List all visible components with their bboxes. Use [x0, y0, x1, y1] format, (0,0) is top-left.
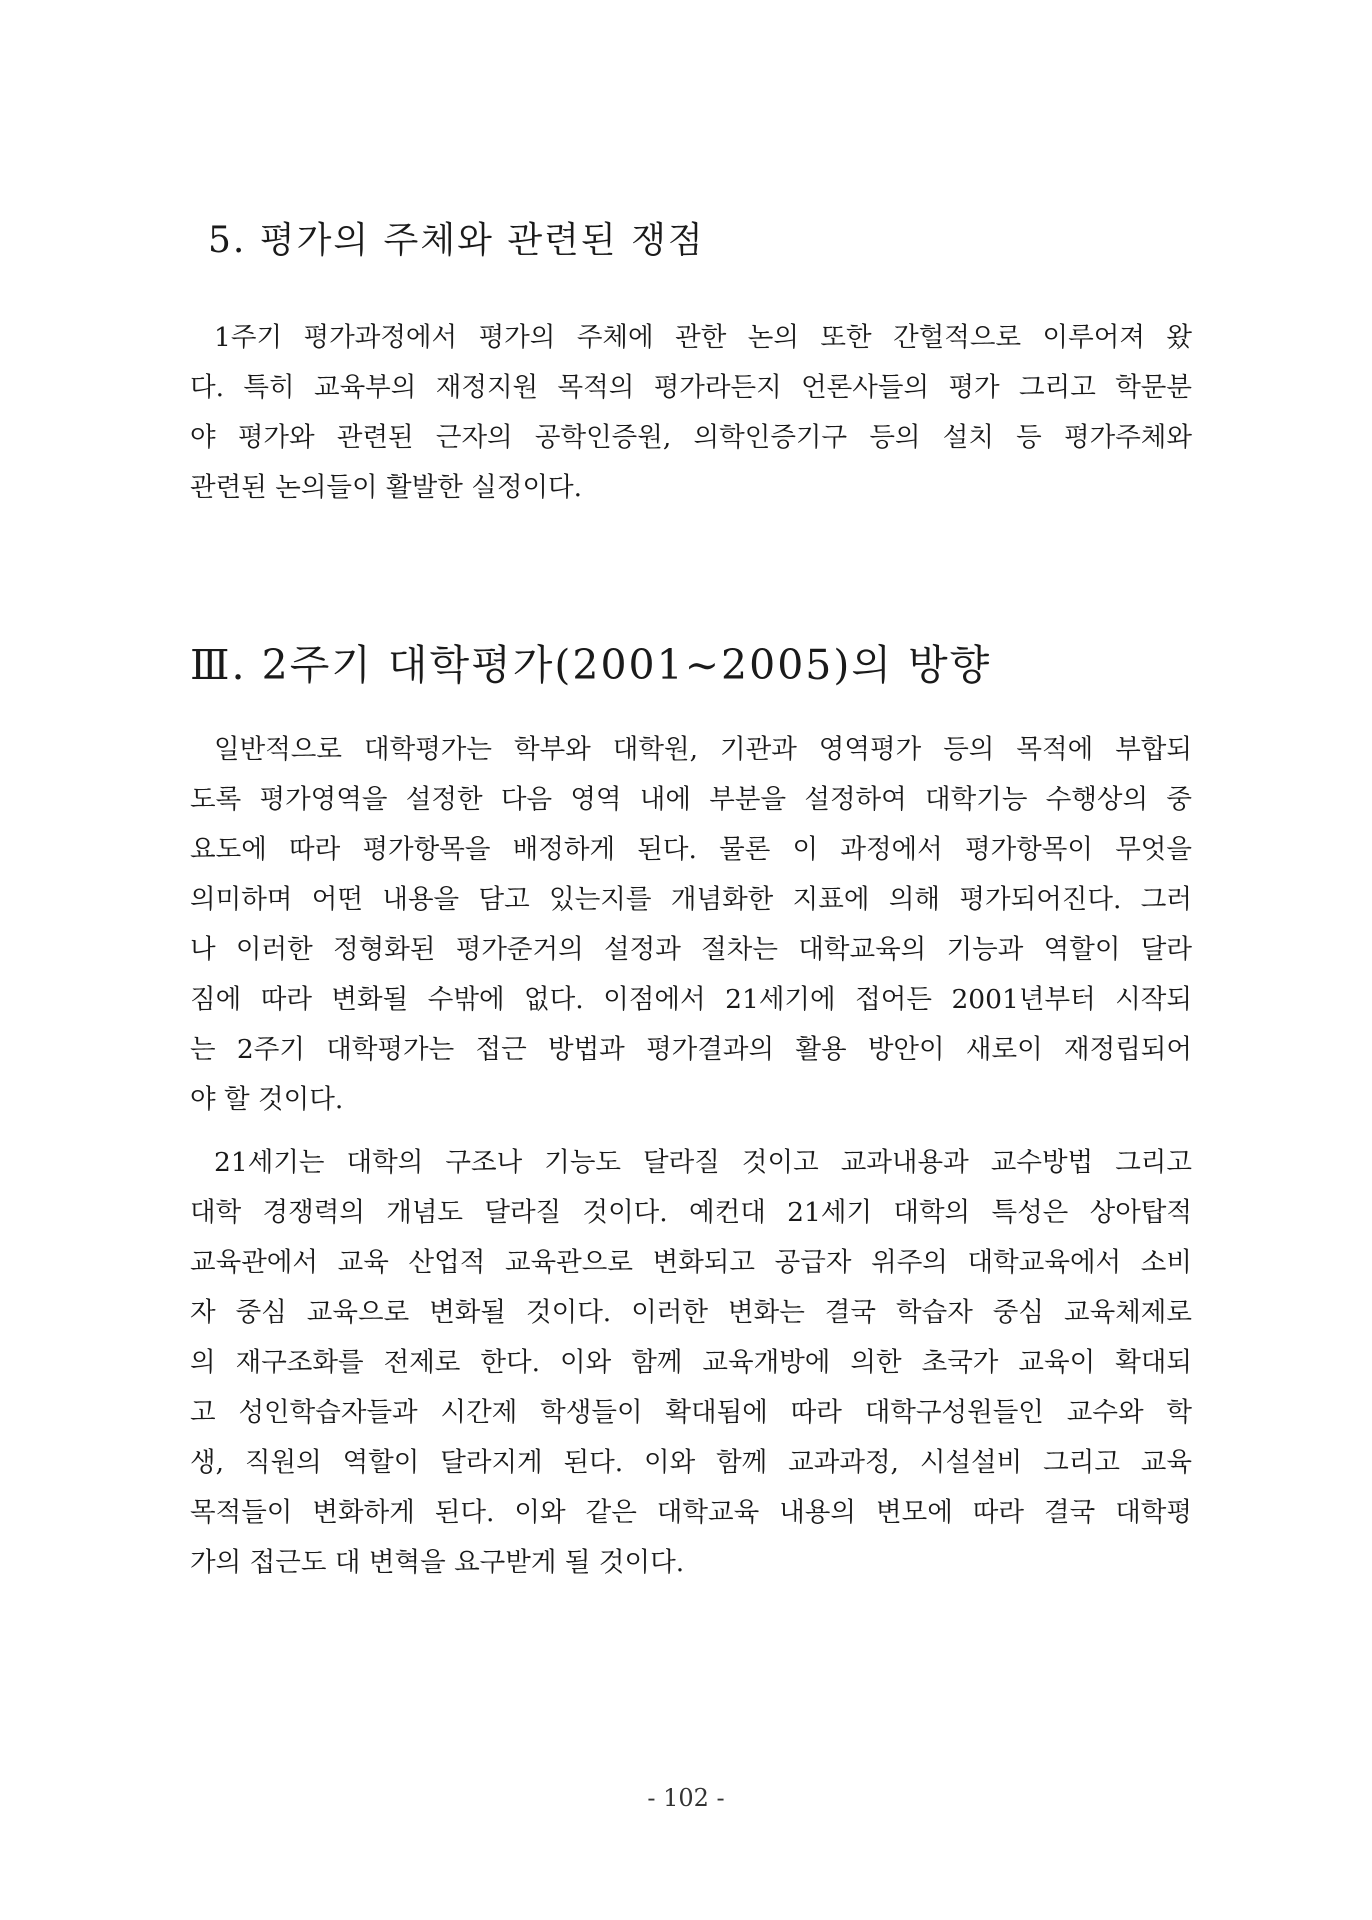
page-number: - 102 -	[647, 1784, 725, 1812]
paragraph-line: 야 할 것이다.	[190, 1084, 344, 1115]
paragraph-line: 대학 경쟁력의 개념도 달라질 것이다. 예컨대 21세기 대학의 특성은 상아탑적	[190, 1197, 1192, 1228]
paragraph-line: 가의 접근도 대 변혁을 요구받게 될 것이다.	[190, 1547, 685, 1578]
paragraph-line: 자 중심 교육으로 변화될 것이다. 이러한 변화는 결국 학습자 중심 교육체제로	[190, 1297, 1192, 1328]
paragraph-line: 는 2주기 대학평가는 접근 방법과 평가결과의 활용 방안이 새로이 재정립되어	[190, 1034, 1192, 1065]
paragraph-line: 다. 특히 교육부의 재정지원 목적의 평가라든지 언론사들의 평가 그리고 학문분	[190, 372, 1192, 403]
paragraph-line: 짐에 따라 변화될 수밖에 없다. 이점에서 21세기에 접어든 2001년부터 시작되	[190, 984, 1192, 1015]
paragraph-line: 교육관에서 교육 산업적 교육관으로 변화되고 공급자 위주의 대학교육에서 소비	[190, 1247, 1192, 1278]
paragraph-line: 의미하며 어떤 내용을 담고 있는지를 개념화한 지표에 의해 평가되어진다. 그러	[190, 884, 1192, 915]
paragraph-line: 요도에 따라 평가항목을 배정하게 된다. 물론 이 과정에서 평가항목이 무엇을	[190, 834, 1192, 865]
paragraph-line: 고 성인학습자들과 시간제 학생들이 확대됨에 따라 대학구성원들인 교수와 학	[190, 1397, 1192, 1428]
paragraph-line: 일반적으로 대학평가는 학부와 대학원, 기관과 영역평가 등의 목적에 부합되	[214, 734, 1192, 765]
paragraph-line: 도록 평가영역을 설정한 다음 영역 내에 부분을 설정하여 대학기능 수행상의 중	[190, 784, 1192, 815]
paragraph-line: 의 재구조화를 전제로 한다. 이와 함께 교육개방에 의한 초국가 교육이 확대되	[190, 1347, 1192, 1378]
paragraph-line: 21세기는 대학의 구조나 기능도 달라질 것이고 교과내용과 교수방법 그리고	[214, 1147, 1192, 1178]
paragraph-line: 나 이러한 정형화된 평가준거의 설정과 절차는 대학교육의 기능과 역할이 달라	[190, 934, 1192, 965]
paragraph-line: 1주기 평가과정에서 평가의 주체에 관한 논의 또한 간헐적으로 이루어져 왔	[214, 322, 1192, 353]
section-5-heading: 5. 평가의 주체와 관련된 쟁점	[208, 220, 705, 261]
paragraph-line: 목적들이 변화하게 된다. 이와 같은 대학교육 내용의 변모에 따라 결국 대학평	[190, 1497, 1192, 1528]
section-3-heading: Ⅲ. 2주기 대학평가(2001∼2005)의 방향	[190, 641, 992, 689]
paragraph-line: 관련된 논의들이 활발한 실정이다.	[190, 472, 583, 503]
paragraph-line: 생, 직원의 역할이 달라지게 된다. 이와 함께 교과과정, 시설설비 그리고 교육	[190, 1447, 1192, 1478]
paragraph-line: 야 평가와 관련된 근자의 공학인증원, 의학인증기구 등의 설치 등 평가주체와	[190, 422, 1192, 453]
